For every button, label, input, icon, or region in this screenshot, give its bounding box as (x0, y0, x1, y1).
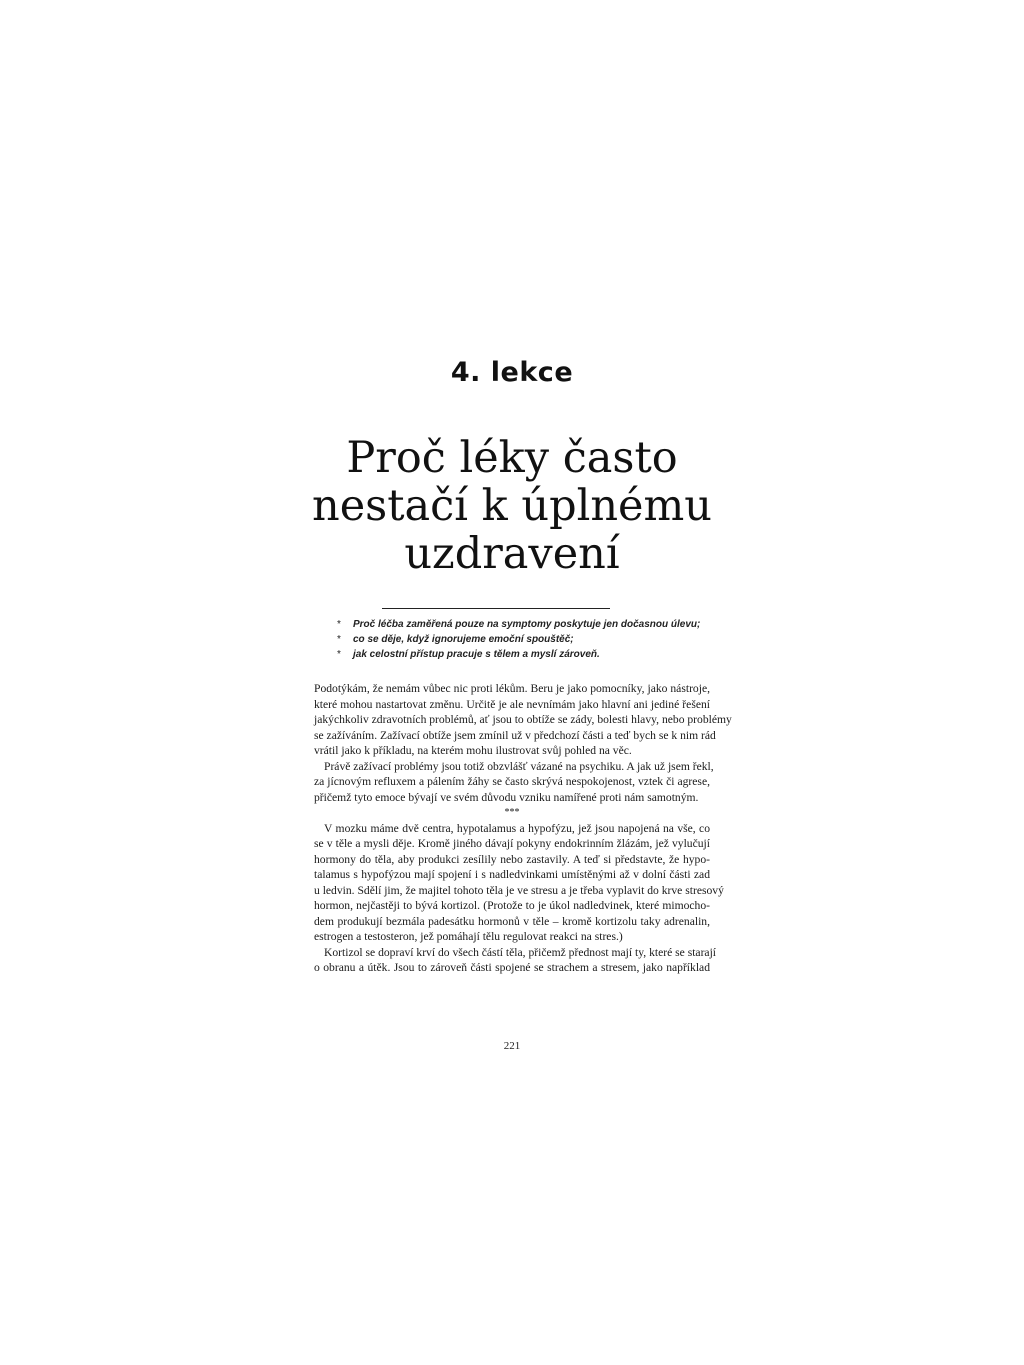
paragraph-line: přičemž tyto emoce bývají ve svém důvodu vzniku namířené proti nám samotným. (314, 790, 699, 804)
paragraph-line: za jícnovým refluxem a pálením žáhy se často skrývá nespokojenost, vztek či agrese, (314, 775, 710, 788)
paragraph-line: vrátil jako k příkladu, na kterém mohu ilustrovat svůj pohled na věc. (314, 744, 632, 757)
paragraph-line: hormon, nejčastěji to bývá kortizol. (Protože to je úkol nadledvinek, které mimocho- (314, 899, 710, 912)
chapter-title-line: Proč léky často (346, 433, 678, 483)
body-text (314, 681, 732, 976)
paragraph-line: Kortizol se dopraví krví do všech částí těla, přičemž přednost mají ty, které se starají (324, 945, 717, 959)
paragraph-line: u ledvin. Sdělí jim, že majitel tohoto těla je ve stresu a je třeba vyplavit do krve stresový (314, 883, 724, 897)
paragraph-line: Podotýkám, že nemám vůbec nic proti lékům. Beru je jako pomocníky, jako nástroje, (314, 682, 710, 695)
paragraph-line: Právě zažívací problémy jsou totiž obzvlášť vázané na psychiku. A jak už jsem řekl, (324, 759, 714, 773)
summary-item (337, 617, 737, 632)
chapter-title-line: uzdravení (404, 529, 620, 579)
paragraph-line: které mohou nastartovat změnu. Určitě je ale nevnímám jako hlavní ani jediné řešení (314, 697, 710, 711)
paragraph-line: talamus s hypofýzou mají spojení i s nadledvinkami umístěnými až v dolní části zad (314, 868, 710, 881)
chapter-title-line: nestačí k úplnému (312, 481, 712, 531)
paragraph-line: jakýchkoliv zdravotních problémů, ať jsou to obtíže se zády, bolesti hlavy, nebo problémy (314, 713, 732, 726)
paragraph-line: estrogen a testosteron, jež pomáhají tělu regulovat reakci na stres.) (314, 930, 623, 943)
summary-item-text: Proč léčba zaměřená pouze na symptomy poskytuje jen dočasnou úlevu; (353, 619, 701, 630)
paragraph-line: dem produkují bezmála padesátku hormonů v těle – kromě kortizolu taky adrenalin, (314, 914, 710, 928)
title-divider (382, 608, 610, 609)
paragraph-line: o obranu a útěk. Jsou to zároveň části spojené se strachem a stresem, jako například (314, 961, 710, 974)
summary-item (337, 632, 737, 647)
bullet-star-icon: * (337, 634, 341, 645)
summary-item-text: co se děje, když ignorujeme emoční spouštěč; (353, 634, 574, 645)
page-number: 221 (503, 1040, 521, 1052)
section-separator: *** (504, 807, 520, 818)
lesson-label: 4. lekce (450, 357, 574, 388)
paragraph-line: hormony do těla, aby produkci zesílily nebo zastavily. A teď si představte, že hypo- (314, 852, 710, 866)
paragraph-line: se zažíváním. Zažívací obtíže jsem zmínil už v předchozí části a teď bych se k nim rád (314, 728, 716, 742)
bullet-star-icon: * (337, 619, 341, 630)
chapter-title (262, 434, 762, 578)
summary-item-text: jak celostní přístup pracuje s tělem a myslí zároveň. (353, 649, 600, 660)
paragraph-line: se v těle a mysli děje. Kromě jiného dávají pokyny endokrinním žlázám, jež vylučují (314, 837, 710, 850)
paragraph-line: V mozku máme dvě centra, hypotalamus a hypofýzu, jež jsou napojená na vše, co (324, 821, 710, 835)
lesson-summary-list (337, 617, 737, 662)
summary-item (337, 647, 737, 662)
bullet-star-icon: * (337, 649, 341, 660)
